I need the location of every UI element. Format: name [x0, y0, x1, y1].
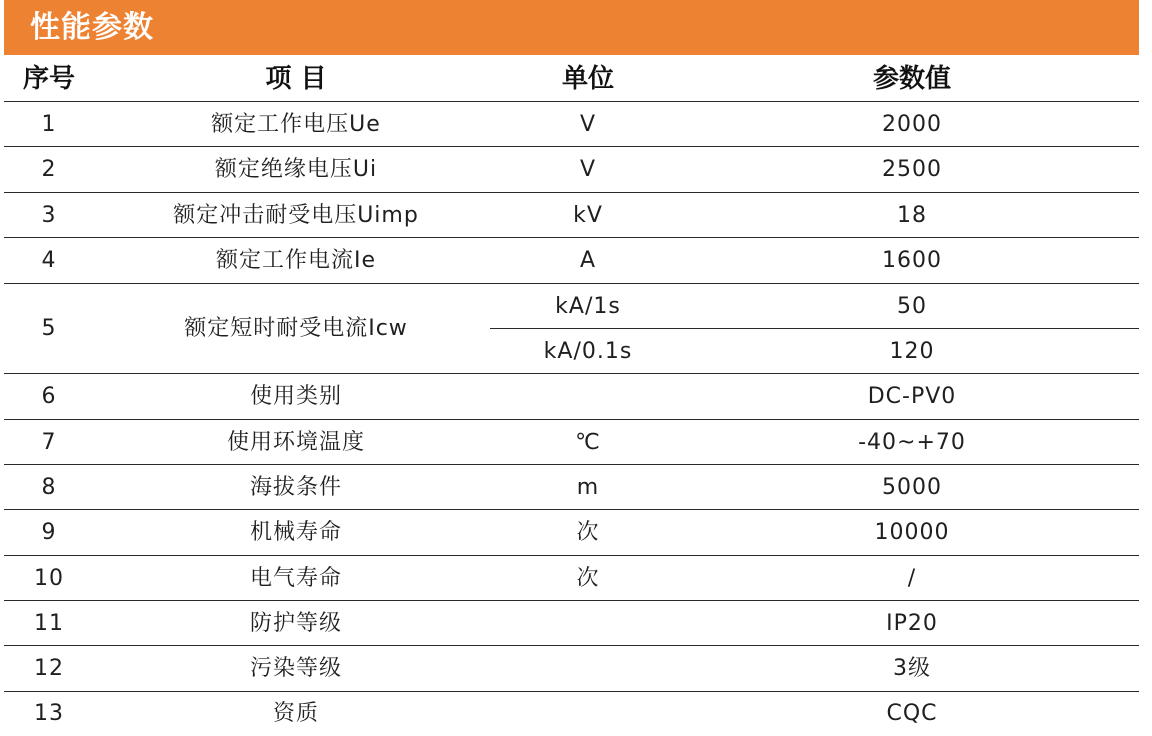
cell-index: 8: [41, 475, 57, 500]
cell-item: 额定绝缘电压Ui: [214, 157, 378, 182]
cell-value: -40~+70: [858, 430, 966, 455]
cell-unit: [490, 601, 686, 646]
title-banner: [4, 0, 1139, 55]
cell-unit: kA/1s: [555, 294, 621, 319]
cell-index: 2: [41, 157, 57, 182]
cell-item: 额定冲击耐受电压Uimp: [173, 203, 419, 228]
header-item: 项 目: [265, 64, 327, 94]
page-title: 性能参数: [30, 10, 154, 45]
cell-unit: [490, 692, 686, 736]
cell-value: 10000: [874, 520, 950, 545]
cell-index: 10: [34, 566, 64, 591]
cell-unit: 次: [576, 566, 600, 591]
cell-value: 3级: [893, 656, 931, 681]
cell-unit: 次: [576, 520, 600, 545]
cell-unit: V: [579, 157, 597, 182]
cell-index: 3: [41, 203, 57, 228]
header-index: 序号: [22, 64, 75, 94]
cell-unit: m: [576, 475, 600, 500]
cell-value: DC-PV0: [867, 384, 957, 409]
cell-unit: [490, 646, 686, 691]
cell-index: 5: [41, 316, 57, 341]
cell-value: 18: [897, 203, 927, 228]
cell-unit: [490, 374, 686, 419]
cell-item: 污染等级: [249, 656, 342, 681]
cell-item: 使用类别: [249, 384, 342, 409]
cell-value: 2500: [882, 157, 942, 182]
cell-item: 电气寿命: [249, 566, 342, 591]
cell-unit: kV: [573, 203, 603, 228]
cell-index: 9: [41, 520, 57, 545]
cell-index: 6: [41, 384, 57, 409]
cell-value: 50: [897, 294, 927, 319]
cell-index: 7: [41, 430, 57, 455]
cell-value: 2000: [882, 112, 942, 137]
cell-value: IP20: [886, 611, 938, 636]
cell-value: 120: [889, 339, 935, 364]
cell-item: 机械寿命: [249, 520, 342, 545]
cell-item: 资质: [272, 701, 319, 726]
cell-index: 12: [34, 656, 64, 681]
cell-item: 海拔条件: [249, 475, 342, 500]
cell-item: 防护等级: [249, 611, 342, 636]
cell-index: 13: [34, 701, 64, 726]
cell-value: /: [907, 566, 917, 591]
cell-value: 1600: [882, 248, 942, 273]
cell-value: 5000: [882, 475, 942, 500]
cell-value: CQC: [886, 701, 938, 726]
cell-item: 额定工作电压Ue: [211, 112, 381, 137]
cell-item: 额定短时耐受电流Icw: [184, 316, 408, 341]
cell-unit: kA/0.1s: [543, 339, 633, 364]
header-value: 参数值: [872, 64, 951, 94]
cell-index: 11: [34, 611, 64, 636]
cell-unit: A: [579, 248, 597, 273]
cell-item: 额定工作电流Ie: [215, 248, 377, 273]
cell-index: 4: [41, 248, 57, 273]
cell-index: 1: [41, 112, 57, 137]
header-unit: 单位: [561, 64, 614, 94]
cell-unit: V: [579, 112, 597, 137]
cell-item: 使用环境温度: [226, 430, 365, 455]
cell-unit: ℃: [575, 430, 601, 455]
